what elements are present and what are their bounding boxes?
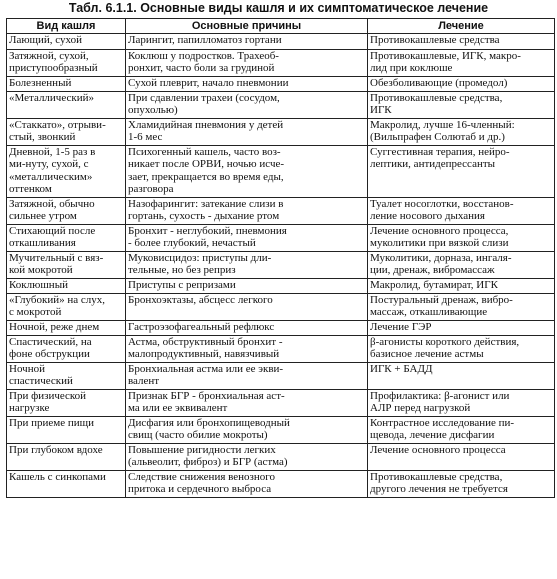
cell-treatment-text: Лечение ГЭР — [370, 321, 432, 333]
cell-cause — [126, 34, 368, 50]
cell-cause-text: Астма, обструктивный бронхит - малопродуктивный, навязчивый — [128, 336, 283, 361]
cell-cause-text: Повышение ригидности легких (альвеолит, фиброз) и БГР (астма) — [128, 444, 288, 469]
cell-cause-text: Признак БГР - бронхиальная аст- ма или ее эквивалент — [128, 390, 285, 415]
table-row — [7, 294, 555, 321]
table-row — [7, 321, 555, 336]
table-row — [7, 363, 555, 390]
table-row — [7, 119, 555, 146]
column-header-treatment: Лечение — [368, 19, 555, 34]
cell-type — [7, 390, 126, 417]
cell-type — [7, 119, 126, 146]
cell-type — [7, 417, 126, 444]
cell-cause-text: Муковисцидоз: приступы дли- тельные, но без реприз — [128, 252, 272, 277]
cell-type — [7, 34, 126, 50]
cell-treatment-text: β-агонисты короткого действия, базисное лечение астмы — [370, 336, 520, 361]
cell-type-text: «Глубокий» на слух, с мокротой — [9, 294, 105, 319]
cell-type-text: Болезненный — [9, 77, 72, 89]
cell-type-text: При глубоком вдохе — [9, 444, 103, 456]
cell-treatment — [368, 321, 555, 336]
cell-cause-text: Назофарингит: затекание слизи в гортань, сухость - дыхание ртом — [128, 198, 284, 223]
cell-type — [7, 252, 126, 279]
table-row — [7, 252, 555, 279]
cell-treatment — [368, 34, 555, 50]
cell-cause — [126, 225, 368, 252]
cell-type-text: Лающий, сухой — [9, 34, 83, 46]
cell-treatment — [368, 390, 555, 417]
cell-type — [7, 146, 126, 198]
cell-treatment — [368, 50, 555, 77]
table-body — [7, 34, 555, 498]
cell-treatment-text: Туалет носоглотки, восстанов- ление носового дыхания — [370, 198, 514, 223]
table-row — [7, 77, 555, 92]
cell-cause — [126, 471, 368, 498]
cell-treatment-text: Постуральный дренаж, вибро- массаж, откашливающие — [370, 294, 513, 319]
table-row — [7, 417, 555, 444]
cell-cause-text: Хламидийная пневмония у детей 1-6 мес — [128, 119, 284, 144]
cell-type-text: Затяжной, сухой, приступообразный — [9, 50, 98, 75]
cell-type-text: При приеме пищи — [9, 417, 94, 429]
table-row — [7, 198, 555, 225]
cell-type — [7, 471, 126, 498]
cell-type-text: Дневной, 1-5 раз в ми-нуту, сухой, с «металлическим» оттенком — [9, 146, 96, 196]
table-row — [7, 92, 555, 119]
cell-treatment — [368, 146, 555, 198]
cell-cause-text: При сдавлении трахеи (сосудом, опухолью) — [128, 92, 280, 117]
cell-type — [7, 363, 126, 390]
cell-treatment-text: Лечение основного процесса, муколитики при вязкой слизи — [370, 225, 509, 250]
cell-treatment — [368, 444, 555, 471]
cell-type-text: При физической нагрузке — [9, 390, 87, 415]
cell-treatment-text: Макролид, лучше 16-членный: (Вильпрафен Солютаб и др.) — [370, 119, 515, 144]
cell-cause-text: Бронхит - неглубокий, пневмония - более глубокий, нечастый — [128, 225, 287, 250]
cell-type — [7, 321, 126, 336]
cell-cause-text: Бронхиальная астма или ее экви- валент — [128, 363, 284, 388]
cell-cause — [126, 390, 368, 417]
cell-type — [7, 50, 126, 77]
cell-type — [7, 77, 126, 92]
cell-cause — [126, 50, 368, 77]
cell-treatment-text: Макролид, бутамират, ИГК — [370, 279, 498, 291]
cell-cause-text: Сухой плеврит, начало пневмонии — [128, 77, 289, 89]
table-row — [7, 34, 555, 50]
cell-cause — [126, 444, 368, 471]
cell-cause — [126, 336, 368, 363]
cell-cause — [126, 279, 368, 294]
cell-treatment-text: Профилактика: β-агонист или АЛР перед нагрузкой — [370, 390, 510, 415]
cell-type — [7, 294, 126, 321]
column-header-cause: Основные причины — [126, 19, 368, 34]
cell-type — [7, 336, 126, 363]
table-row — [7, 225, 555, 252]
cell-treatment — [368, 119, 555, 146]
cell-cause-text: Приступы с репризами — [128, 279, 236, 291]
cell-cause — [126, 198, 368, 225]
cell-treatment-text: Муколитики, дорназа, ингаля- ции, дренаж, вибромассаж — [370, 252, 512, 277]
cell-treatment — [368, 363, 555, 390]
cell-treatment-text: Суггестивная терапия, нейро- лептики, антидепрессанты — [370, 146, 510, 171]
table-row — [7, 50, 555, 77]
cell-cause — [126, 92, 368, 119]
cell-type-text: Ночной спастический — [9, 363, 73, 388]
cell-cause — [126, 363, 368, 390]
cell-type-text: Мучительный с вяз- кой мокротой — [9, 252, 104, 277]
header-row — [7, 19, 555, 34]
column-header-type: Вид кашля — [7, 19, 126, 34]
cell-treatment — [368, 417, 555, 444]
cell-type — [7, 198, 126, 225]
table-row — [7, 336, 555, 363]
cell-treatment — [368, 77, 555, 92]
cell-treatment — [368, 279, 555, 294]
table-row — [7, 390, 555, 417]
cell-cause-text: Психогенный кашель, часто воз- никает после ОРВИ, ночью исче- зает, прекращается во время еды, разговора — [128, 146, 285, 196]
cell-treatment-text: Обезболивающие (промедол) — [370, 77, 508, 89]
cell-treatment-text: Противокашлевые средства, другого лечения не требуется — [370, 471, 508, 496]
cough-table — [6, 18, 555, 498]
cell-cause-text: Ларингит, папилломатоз гортани — [128, 34, 282, 46]
cell-treatment-text: Лечение основного процесса — [370, 444, 506, 456]
cell-type-text: Ночной, реже днем — [9, 321, 100, 333]
cell-cause — [126, 119, 368, 146]
table-row — [7, 279, 555, 294]
cell-cause — [126, 321, 368, 336]
table-row — [7, 146, 555, 198]
cell-treatment — [368, 198, 555, 225]
cell-treatment-text: Противокашлевые средства — [370, 34, 500, 46]
cell-treatment-text: ИГК + БАДД — [370, 363, 433, 375]
cell-treatment-text: Противокашлевые, ИГК, макро- лид при коклюше — [370, 50, 521, 75]
table-row — [7, 444, 555, 471]
cell-treatment — [368, 336, 555, 363]
cell-type — [7, 444, 126, 471]
table-row — [7, 471, 555, 498]
cell-type-text: «Стаккато», отрыви- стый, звонкий — [9, 119, 106, 144]
cell-type-text: «Металлический» — [9, 92, 94, 104]
cell-cause-text: Дисфагия или бронхопищеводный свищ (часто обилие мокроты) — [128, 417, 290, 442]
cell-type-text: Коклюшный — [9, 279, 68, 291]
cell-cause-text: Бронхоэктазы, абсцесс легкого — [128, 294, 273, 306]
cell-treatment — [368, 252, 555, 279]
cell-cause-text: Коклюш у подростков. Трахеоб- ронхит, часто боли за грудиной — [128, 50, 279, 75]
cell-type-text: Стихающий после откашливания — [9, 225, 96, 250]
cell-treatment — [368, 92, 555, 119]
cell-cause — [126, 417, 368, 444]
cell-type — [7, 279, 126, 294]
cell-cause-text: Гастроэзофагеальный рефлюкс — [128, 321, 275, 333]
cell-cause — [126, 252, 368, 279]
cell-cause — [126, 294, 368, 321]
cell-type — [7, 225, 126, 252]
cell-cause — [126, 77, 368, 92]
cell-cause — [126, 146, 368, 198]
cell-cause-text: Следствие снижения венозного притока и сердечного выброса — [128, 471, 276, 496]
cell-type-text: Кашель с синкопами — [9, 471, 106, 483]
cell-treatment-text: Контрастное исследование пи- щевода, лечение дисфагии — [370, 417, 515, 442]
cell-treatment — [368, 471, 555, 498]
cell-treatment-text: Противокашлевые средства, ИГК — [370, 92, 503, 117]
cell-type-text: Спастический, на фоне обструкции — [9, 336, 92, 361]
cell-type — [7, 92, 126, 119]
cell-treatment — [368, 225, 555, 252]
cell-type-text: Затяжной, обычно сильнее утром — [9, 198, 95, 223]
cell-treatment — [368, 294, 555, 321]
table-title: Табл. 6.1.1. Основные виды кашля и их симптоматическое лечение — [68, 1, 489, 15]
